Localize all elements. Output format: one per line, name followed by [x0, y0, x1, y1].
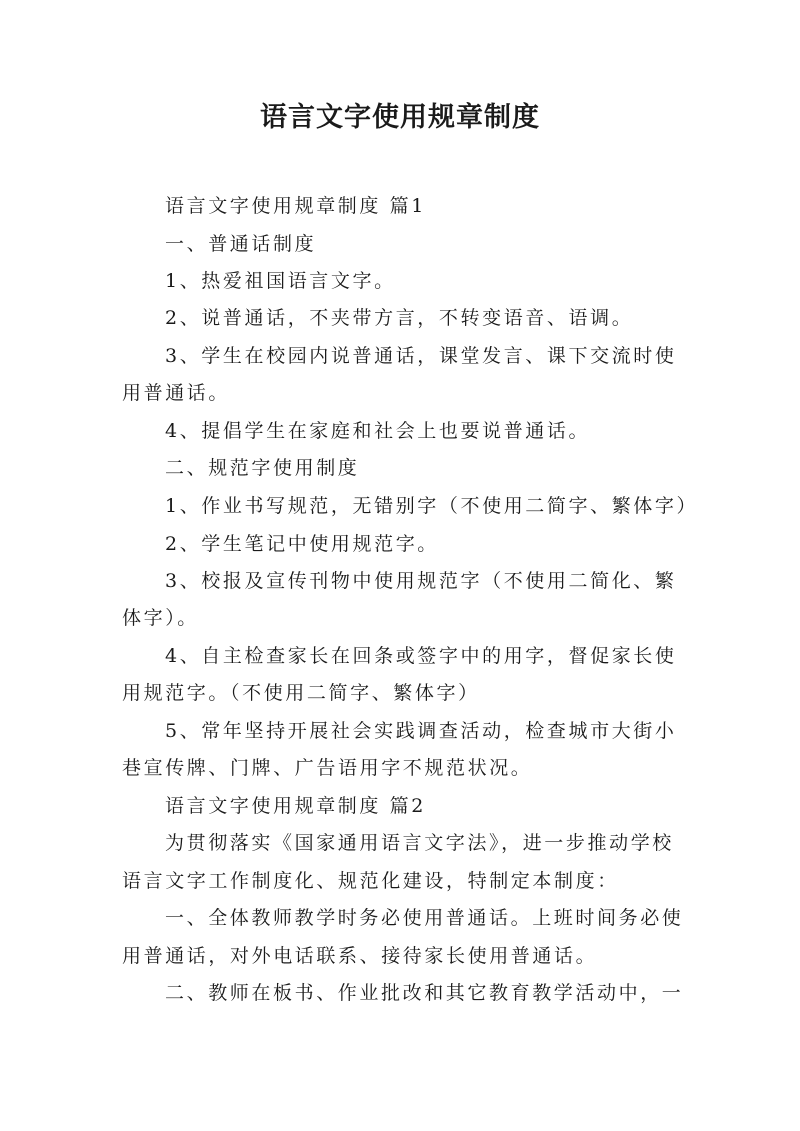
paragraph-line: 巷宣传牌、门牌、广告语用字不规范状况。: [122, 757, 533, 779]
paragraph-line: 用普通话，对外电话联系、接待家长使用普通话。: [122, 945, 598, 967]
paragraph-line: 体字）。: [122, 607, 199, 629]
paragraph-line: 1、作业书写规范，无错别字（不使用二简字、繁体字）: [165, 495, 699, 517]
paragraph-line: 一、全体教师教学时务必使用普通话。上班时间务必使: [165, 907, 684, 929]
paragraph-line: 3、学生在校园内说普通话，课堂发言、课下交流时使: [165, 345, 677, 367]
paragraph-line: 用普通话。: [122, 382, 231, 404]
document-title: 语言文字使用规章制度: [260, 102, 540, 133]
paragraph-line: 为贯彻落实《国家通用语言文字法》，进一步推动学校: [165, 832, 674, 854]
subsection-heading-standard-chars: 二、规范字使用制度: [165, 457, 360, 479]
paragraph-line: 4、自主检查家长在回条或签字中的用字，督促家长使: [165, 645, 677, 667]
paragraph-line: 二、教师在板书、作业批改和其它教育教学活动中，一: [165, 982, 684, 1004]
subsection-heading-putonghua: 一、普通话制度: [165, 233, 317, 255]
paragraph-line: 2、学生笔记中使用规范字。: [165, 533, 439, 555]
paragraph-line: 1、热爱祖国语言文字。: [165, 270, 396, 292]
paragraph-line: 语言文字工作制度化、规范化建设，特制定本制度：: [122, 870, 619, 892]
paragraph-line: 5、常年坚持开展社会实践调查活动，检查城市大街小: [165, 720, 677, 742]
section-heading-1: 语言文字使用规章制度 篇1: [165, 195, 426, 217]
paragraph-line: 4、提倡学生在家庭和社会上也要说普通话。: [165, 420, 591, 442]
paragraph-line: 2、说普通话，不夹带方言，不转变语音、语调。: [165, 307, 634, 329]
paragraph-line: 用规范字。（不使用二简字、繁体字）: [122, 682, 480, 704]
section-heading-2: 语言文字使用规章制度 篇2: [165, 795, 426, 817]
paragraph-line: 3、校报及宣传刊物中使用规范字（不使用二简化、繁: [165, 570, 677, 592]
